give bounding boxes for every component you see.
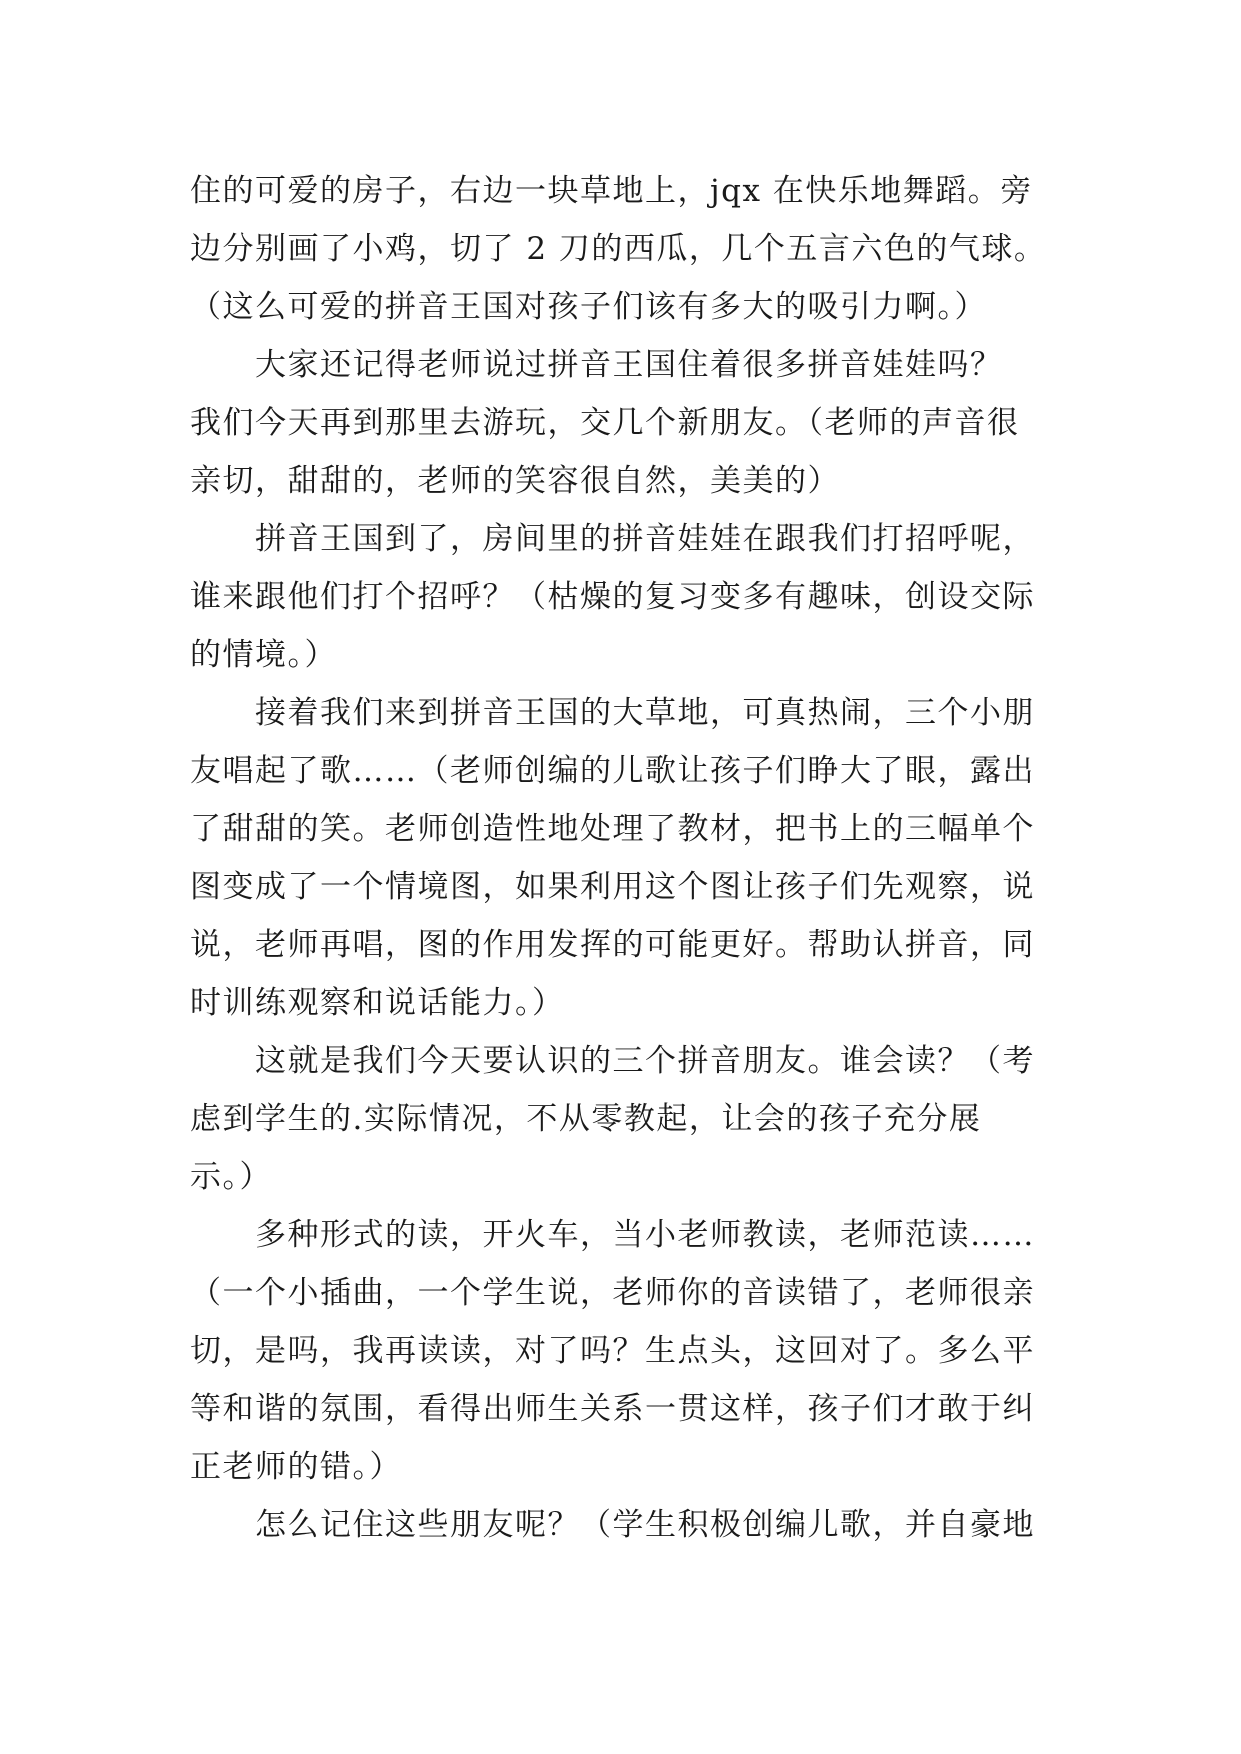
text-line: 边分别画了小鸡，切了 2 刀的西瓜，几个五言六色的气球。 [190,231,1047,267]
text-line: 怎么记住这些朋友呢？（学生积极创编儿歌，并自豪地 [255,1507,1035,1543]
text-line: 图变成了一个情境图，如果利用这个图让孩子们先观察，说 [190,869,1035,905]
text-line: （这么可爱的拼音王国对孩子们该有多大的吸引力啊。） [190,289,987,325]
text-line: 住的可爱的房子，右边一块草地上，jqx 在快乐地舞蹈。旁 [190,173,1033,209]
text-line: 时训练观察和说话能力。） [190,985,565,1021]
text-line: 接着我们来到拼音王国的大草地，可真热闹，三个小朋 [255,695,1035,731]
text-line: 说，老师再唱，图的作用发挥的可能更好。帮助认拼音，同 [190,927,1035,963]
text-line: 了甜甜的笑。老师创造性地处理了教材，把书上的三幅单个 [190,811,1035,847]
text-line: 大家还记得老师说过拼音王国住着很多拼音娃娃吗？ [255,347,1003,383]
text-line: 正老师的错。） [190,1449,402,1485]
text-line: （一个小插曲，一个学生说，老师你的音读错了，老师很亲 [190,1275,1035,1311]
text-line: 多种形式的读，开火车，当小老师教读，老师范读…… [255,1217,1035,1253]
text-line: 虑到学生的.实际情况，不从零教起，让会的孩子充分展 [190,1101,982,1137]
text-line: 等和谐的氛围，看得出师生关系一贯这样，孩子们才敢于纠 [190,1391,1035,1427]
text-line: 谁来跟他们打个招呼？（枯燥的复习变多有趣味，创设交际 [190,579,1035,615]
text-line: 这就是我们今天要认识的三个拼音朋友。谁会读？（考 [255,1043,1035,1079]
text-line: 亲切，甜甜的，老师的笑容很自然，美美的） [190,463,840,499]
text-line: 我们今天再到那里去游玩，交几个新朋友。（老师的声音很 [190,405,1020,441]
text-line: 切，是吗，我再读读，对了吗？生点头，这回对了。多么平 [190,1333,1035,1369]
text-line: 示。） [190,1159,272,1195]
text-line: 的情境。） [190,637,337,673]
text-line: 拼音王国到了，房间里的拼音娃娃在跟我们打招呼呢， [255,521,1035,557]
text-line: 友唱起了歌……（老师创编的儿歌让孩子们睁大了眼，露出 [190,753,1035,789]
